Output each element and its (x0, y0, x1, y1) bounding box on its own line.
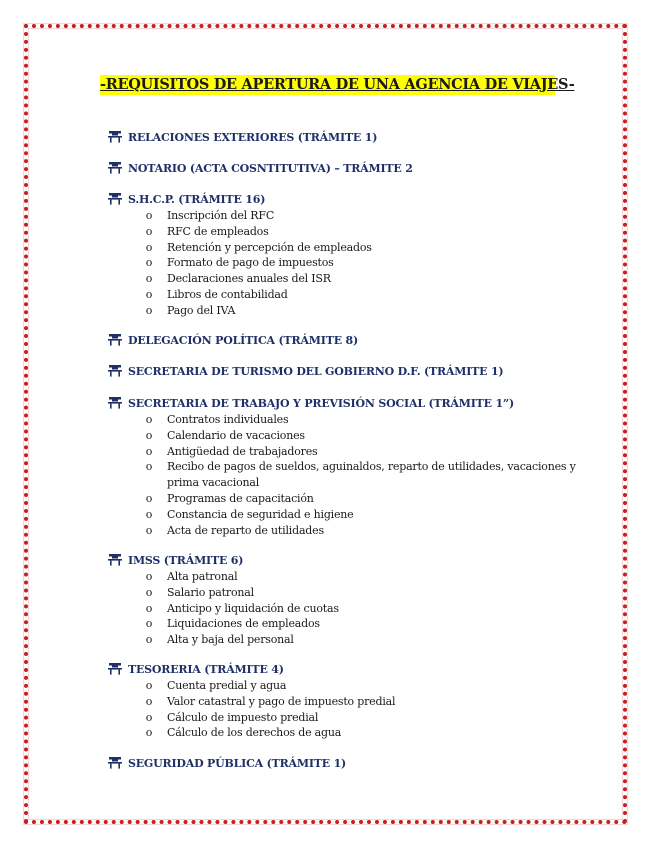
pen-stand-icon (108, 663, 124, 675)
list-item: o Constancia de seguridad e higiene (145, 507, 354, 521)
pen-stand-icon (108, 554, 124, 566)
bullet-circle-icon: o (145, 303, 153, 317)
bullet-circle-icon: o (145, 679, 153, 692)
pen-stand-icon (108, 131, 124, 143)
bullet-circle-icon: o (145, 209, 153, 222)
list-item: o Alta patronal (145, 570, 238, 583)
section-seguridad-publica (108, 757, 346, 770)
bullet-circle-icon: o (145, 287, 153, 301)
pen-stand-icon (108, 334, 124, 346)
list-item: o Salario patronal (145, 585, 254, 599)
section-secretaria-turismo (108, 365, 503, 378)
bullet-circle-icon: o (145, 585, 153, 599)
list-item: o Liquidaciones de empleados (145, 617, 320, 631)
shcp-items (145, 208, 372, 319)
bullet-circle-icon: o (145, 272, 153, 286)
list-item: o Alta y baja del personal (145, 633, 294, 647)
list-item: o RFC de empleados (145, 224, 269, 238)
bullet-circle-icon: o (145, 444, 153, 458)
list-item: o Inscripción del RFC (145, 209, 275, 222)
list-item: o Calendario de vacaciones (145, 428, 305, 442)
list-item: o Pago del IVA (145, 303, 236, 317)
imss-items (145, 569, 339, 648)
section-relaciones-exteriores (108, 131, 377, 144)
list-item: o Cuenta predial y agua (145, 679, 287, 692)
pen-stand-icon (108, 162, 124, 174)
pen-stand-icon (108, 193, 124, 205)
list-item: o Formato de pago de impuestos (145, 256, 334, 270)
section-shcp (108, 193, 265, 206)
bullet-circle-icon: o (145, 507, 153, 521)
bullet-circle-icon: o (145, 726, 153, 740)
list-item: o Libros de contabilidad (145, 287, 288, 301)
section-heading: SECRETARIA DE TRABAJO Y PREVISIÓN SOCIAL (TRÁMITE 1”) (128, 397, 515, 410)
section-delegacion-politica (108, 334, 358, 347)
bullet-circle-icon: o (145, 710, 153, 724)
list-item: o Declaraciones anuales del ISR (145, 272, 331, 286)
bullet-circle-icon: o (145, 570, 153, 583)
pen-stand-icon (108, 757, 124, 769)
section-heading: RELACIONES EXTERIORES (TRÁMITE 1) (128, 131, 378, 144)
section-tesoreria (108, 663, 284, 676)
section-secretaria-trabajo (108, 397, 514, 410)
bullet-circle-icon: o (145, 224, 153, 238)
list-item-continuation: prima vacacional (167, 476, 260, 490)
bullet-circle-icon: o (145, 633, 153, 647)
trabajo-items (145, 412, 576, 538)
list-item: o Retención y percepción de empleados (145, 240, 372, 254)
bullet-circle-icon: o (145, 694, 153, 708)
tesoreria-items (145, 678, 395, 741)
list-item: o Antigüedad de trabajadores (145, 444, 318, 458)
bullet-circle-icon: o (145, 256, 153, 270)
bullet-circle-icon: o (145, 428, 153, 442)
section-heading: SEGURIDAD PÚBLICA (TRÁMITE 1) (128, 757, 347, 770)
section-imss (108, 554, 243, 567)
list-item: o Valor catastral y pago de impuesto predial (145, 694, 396, 708)
bullet-circle-icon: o (145, 240, 153, 254)
section-heading: NOTARIO (ACTA COSNTITUTIVA) – TRÁMITE 2 (128, 162, 413, 175)
list-item: o Acta de reparto de utilidades (145, 523, 324, 537)
list-item: o Cálculo de impuesto predial (145, 710, 319, 724)
list-item: o Contratos individuales (145, 413, 289, 426)
section-heading: IMSS (TRÁMITE 6) (128, 554, 244, 567)
pen-stand-icon (108, 397, 124, 409)
list-item: o Cálculo de los derechos de agua (145, 726, 342, 740)
section-heading: DELEGACIÓN POLÍTICA (TRÁMITE 8) (128, 334, 358, 347)
section-heading: TESORERIA (TRÁMITE 4) (128, 663, 284, 676)
section-heading: SECRETARIA DE TURISMO DEL GOBIERNO D.F. (TRÁMITE 1) (128, 365, 504, 378)
bullet-circle-icon: o (145, 617, 153, 631)
list-item: o Programas de capacitación (145, 491, 314, 505)
bullet-circle-icon: o (145, 460, 153, 474)
bullet-circle-icon: o (145, 523, 153, 537)
bullet-circle-icon: o (145, 601, 153, 615)
list-item: o Recibo de pagos de sueldos, aguinaldos, reparto de utilidades, vacaciones y (145, 460, 576, 474)
pen-stand-icon (108, 365, 124, 377)
list-item: o Anticipo y liquidación de cuotas (145, 601, 339, 615)
document-title: -REQUISITOS DE APERTURA DE UNA AGENCIA DE VIAJES- (100, 76, 575, 93)
section-heading: S.H.C.P. (TRÁMITE 16) (128, 193, 266, 206)
bullet-circle-icon: o (145, 413, 153, 426)
section-notario (108, 162, 413, 175)
bullet-circle-icon: o (145, 491, 153, 505)
